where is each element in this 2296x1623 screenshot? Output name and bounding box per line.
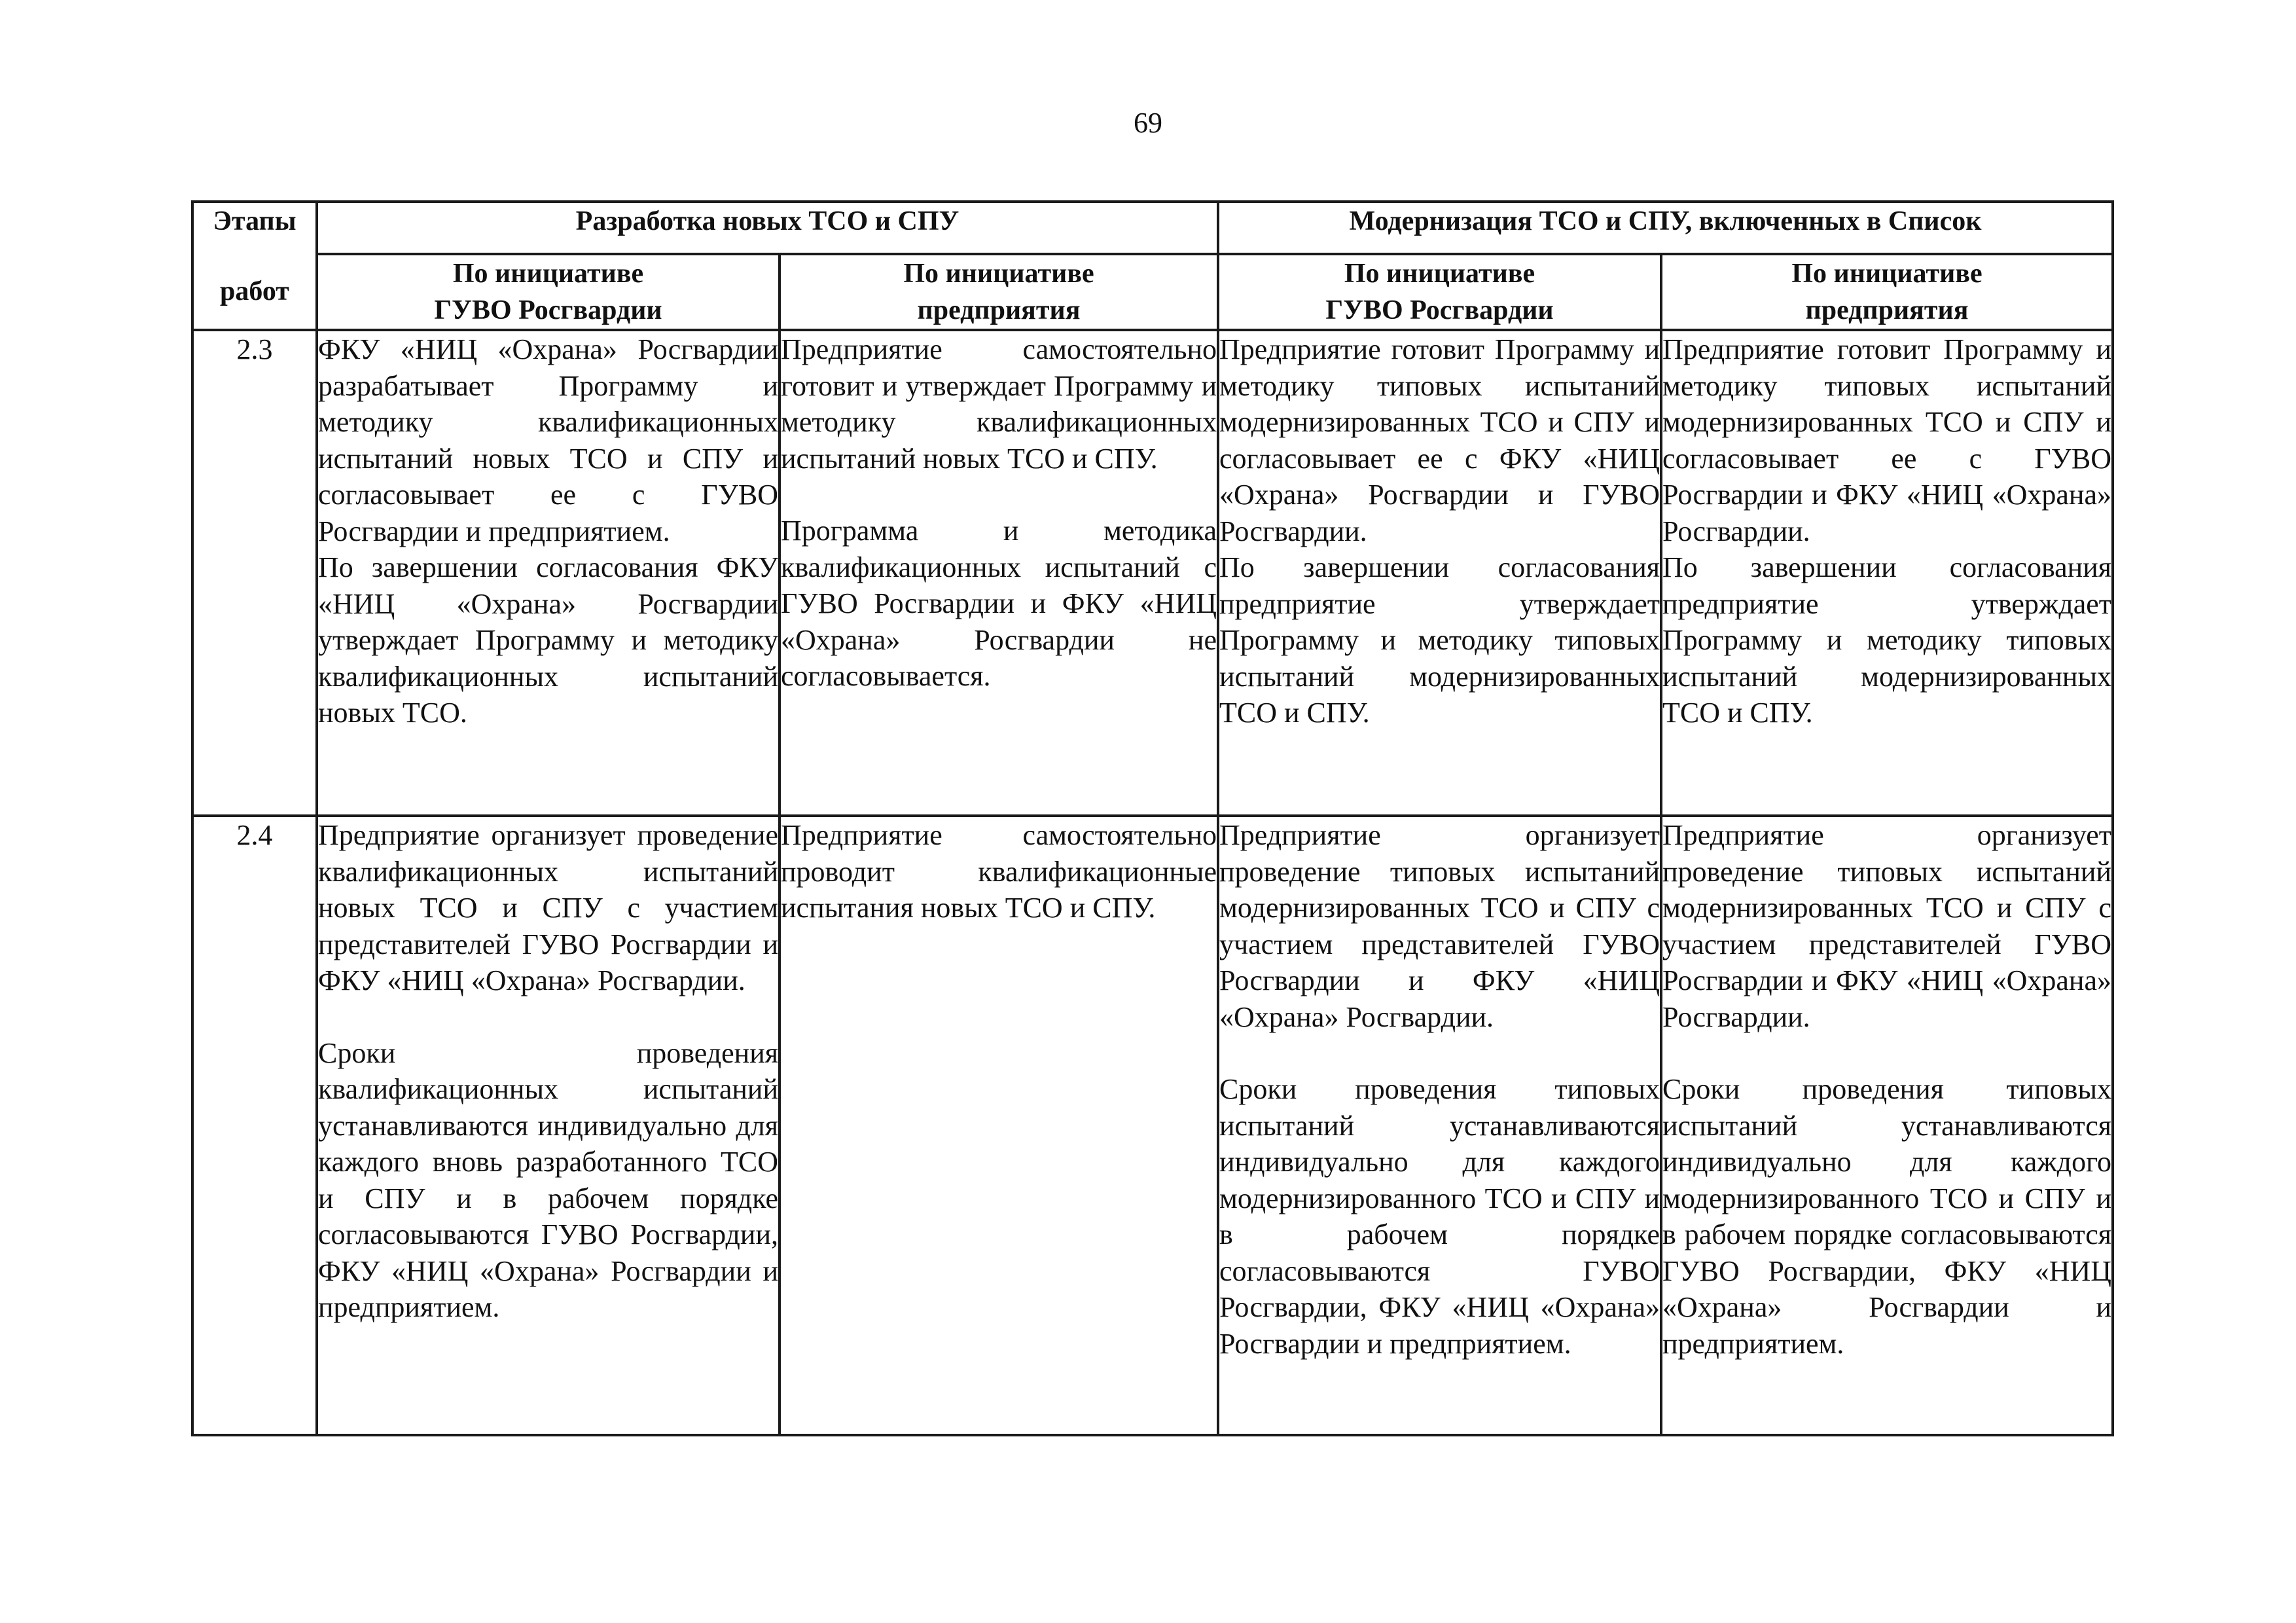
cell-paragraph: Сроки проведения типовых испытаний устанавливаются индивидуально для каждого модернизированного ТСО и СПУ и в рабочем порядке согласовываются ГУВО Росгвардии, ФКУ «НИЦ «Охрана» Росгвардии и предприятием. — [1662, 1073, 2112, 1360]
table-cell — [1661, 816, 2113, 1435]
group-header-modernization: Модернизация ТСО и СПУ, включенных в Список — [1218, 202, 2113, 254]
stage-number: 2.3 — [192, 330, 317, 816]
table-cell — [780, 816, 1218, 1435]
subheader-dev-guvo — [317, 254, 780, 330]
cell-paragraph: Предприятие организует проведение типовых испытаний модернизированных ТСО и СПУ с участием представителей ГУВО Росгвардии и ФКУ «НИЦ «Охрана» Росгвардии. — [1662, 819, 2112, 1033]
subheader-line: По инициативе — [903, 259, 1094, 289]
cell-paragraph: Предприятие самостоятельно проводит квалификационные испытания новых ТСО и СПУ. — [781, 819, 1217, 924]
cell-paragraph: Предприятие организует проведение типовых испытаний модернизированных ТСО и СПУ с участием представителей ГУВО Росгвардии и ФКУ «НИЦ «Охрана» Росгвардии. — [1219, 819, 1660, 1033]
cell-paragraph: Предприятие организует проведение квалификационных испытаний новых ТСО и СПУ с участием представителей ГУВО Росгвардии и ФКУ «НИЦ «Охрана» Росгвардии. — [318, 819, 778, 996]
subheader-mod-guvo — [1218, 254, 1661, 330]
subheader-line: По инициативе — [1791, 259, 1982, 289]
table-cell — [1661, 330, 2113, 816]
cell-paragraph: Предприятие самостоятельно готовит и утверждает Программу и методику квалификационных испытаний новых ТСО и СПУ. — [781, 333, 1217, 475]
table-cell — [1218, 330, 1661, 816]
subheader-dev-enterprise — [780, 254, 1218, 330]
table-cell — [317, 816, 780, 1435]
header-row-groups — [192, 202, 2113, 254]
cell-paragraph: Предприятие готовит Программу и методику типовых испытаний модернизированных ТСО и СПУ и согласовывает ее с ГУВО Росгвардии и ФКУ «НИЦ «Охрана» Росгвардии. — [1662, 333, 2112, 547]
cell-paragraph: По завершении согласования предприятие утверждает Программу и методику типовых испытаний модернизированных ТСО и СПУ. — [1662, 551, 2112, 729]
table-cell — [780, 330, 1218, 816]
group-header-development: Разработка новых ТСО и СПУ — [317, 202, 1218, 254]
subheader-line: предприятия — [917, 295, 1081, 325]
table-row-stage-2-3 — [192, 330, 2113, 816]
cell-paragraph: По завершении согласования предприятие утверждает Программу и методику типовых испытаний модернизированных ТСО и СПУ. — [1219, 551, 1660, 729]
stage-header-line1: Этапы — [192, 202, 317, 254]
cell-paragraph: По завершении согласования ФКУ «НИЦ «Охрана» Росгвардии утверждает Программу и методику квалификационных испытаний новых ТСО. — [318, 551, 778, 729]
subheader-line: ГУВО Росгвардии — [1325, 295, 1554, 325]
header-row-initiative — [192, 254, 2113, 330]
table-row-stage-2-4 — [192, 816, 2113, 1435]
subheader-line: ГУВО Росгвардии — [434, 295, 662, 325]
cell-paragraph: Предприятие готовит Программу и методику типовых испытаний модернизированных ТСО и СПУ и согласовывает ее с ФКУ «НИЦ «Охрана» Росгвардии и ГУВО Росгвардии. — [1219, 333, 1660, 547]
subheader-line: предприятия — [1805, 295, 1969, 325]
cell-paragraph: Программа и методика квалификационных испытаний с ГУВО Росгвардии и ФКУ «НИЦ «Охрана» Росгвардии не согласовывается. — [781, 515, 1217, 692]
cell-paragraph: ФКУ «НИЦ «Охрана» Росгвардии разрабатывает Программу и методику квалификационных испытаний новых ТСО и СПУ и согласовывает ее с ГУВО Росгвардии и предприятием. — [318, 333, 778, 547]
subheader-line: По инициативе — [452, 259, 644, 289]
table-cell — [1218, 816, 1661, 1435]
subheader-line: По инициативе — [1344, 259, 1535, 289]
page-number: 69 — [1134, 107, 1162, 139]
cell-paragraph: Сроки проведения квалификационных испытаний устанавливаются индивидуально для каждого вновь разработанного ТСО и СПУ и в рабочем порядке согласовываются ГУВО Росгвардии, ФКУ «НИЦ «Охрана» Росгвардии и предприятием. — [318, 1036, 778, 1323]
cell-paragraph: Сроки проведения типовых испытаний устанавливаются индивидуально для каждого модернизированного ТСО и СПУ и в рабочем порядке согласовываются ГУВО Росгвардии, ФКУ «НИЦ «Охрана» Росгвардии и предприятием. — [1219, 1073, 1660, 1360]
subheader-mod-enterprise — [1661, 254, 2113, 330]
stages-table — [191, 200, 2114, 1436]
table-cell — [317, 330, 780, 816]
stage-number: 2.4 — [192, 816, 317, 1435]
stage-header-line2: работ — [192, 254, 317, 330]
